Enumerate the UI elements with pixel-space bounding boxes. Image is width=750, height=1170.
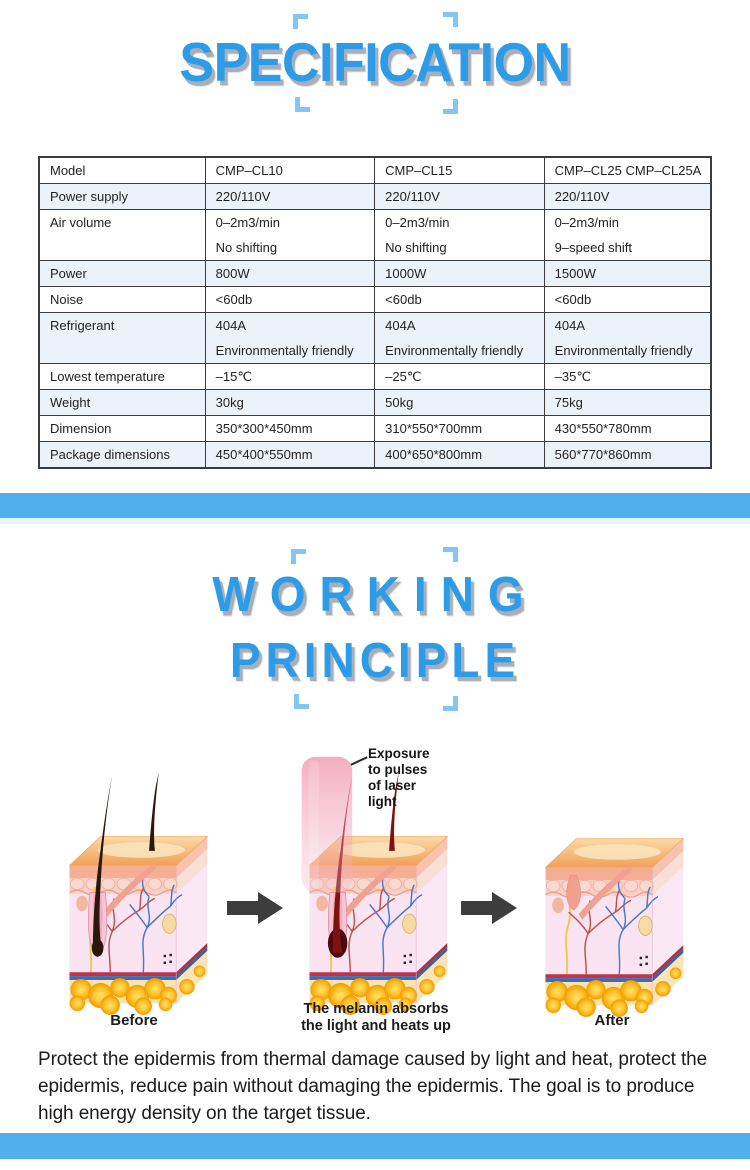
arrow-right-icon xyxy=(227,890,285,926)
value-cell: 1500W xyxy=(544,261,711,287)
footer-bar xyxy=(0,1133,750,1159)
skin-cube-illustration xyxy=(52,712,217,1018)
row-label-cell: Lowest temperature xyxy=(39,364,205,390)
value-cell: 220/110V xyxy=(544,184,711,210)
value-cell: 30kg xyxy=(205,390,375,416)
spec-table-body xyxy=(39,157,711,468)
row-label-cell: Air volume xyxy=(39,210,205,261)
table-row xyxy=(39,364,711,390)
row-label-cell: Dimension xyxy=(39,416,205,442)
spec-table xyxy=(38,156,712,469)
principle-title-line1: WORKING xyxy=(212,566,538,622)
principle-section-title xyxy=(0,561,750,692)
caption-before: Before xyxy=(110,1012,158,1029)
row-label-cell: Refrigerant xyxy=(39,313,205,364)
caption-after: After xyxy=(594,1012,630,1029)
annotation-text: Exposure xyxy=(368,746,430,761)
value-cell: 75kg xyxy=(544,390,711,416)
value-cell: CMP–CL10 xyxy=(205,157,375,184)
skin-diagram-after xyxy=(528,714,693,1020)
corner-bracket-icon xyxy=(294,694,309,709)
row-label-cell: Power xyxy=(39,261,205,287)
value-cell: 220/110V xyxy=(205,184,375,210)
caption-melanin-line1: The melanin absorbs xyxy=(303,1001,449,1017)
value-cell: 0–2m3/min 9–speed shift xyxy=(544,210,711,261)
value-cell: <60db xyxy=(544,287,711,313)
row-label-cell: Package dimensions xyxy=(39,442,205,469)
value-cell: 50kg xyxy=(375,390,545,416)
table-row xyxy=(39,184,711,210)
value-cell: –25℃ xyxy=(375,364,545,390)
annotation-text: to pulses xyxy=(368,762,428,777)
value-cell: 0–2m3/min No shifting xyxy=(375,210,545,261)
caption-melanin xyxy=(284,1001,468,1035)
value-cell: 404A Environmentally friendly xyxy=(205,313,375,364)
corner-bracket-icon xyxy=(293,14,308,29)
value-cell: 450*400*550mm xyxy=(205,442,375,469)
row-label-cell: Weight xyxy=(39,390,205,416)
divider-band-light xyxy=(0,518,750,524)
value-cell: CMP–CL25 CMP–CL25A xyxy=(544,157,711,184)
value-cell: 220/110V xyxy=(375,184,545,210)
table-row xyxy=(39,313,711,364)
skin-diagram-before xyxy=(52,712,217,1018)
row-label-cell: Power supply xyxy=(39,184,205,210)
table-row xyxy=(39,261,711,287)
principle-title-line2: PRINCIPLE xyxy=(229,632,521,688)
value-cell: –15℃ xyxy=(205,364,375,390)
value-cell: 560*770*860mm xyxy=(544,442,711,469)
value-cell: 430*550*780mm xyxy=(544,416,711,442)
table-header-row xyxy=(39,157,711,184)
spec-section-title: SPECIFICATION xyxy=(179,32,571,94)
value-cell: 0–2m3/min No shifting xyxy=(205,210,375,261)
skin-cube-illustration xyxy=(528,714,693,1020)
value-cell: CMP–CL15 xyxy=(375,157,545,184)
table-row xyxy=(39,442,711,469)
arrow-right-icon xyxy=(461,890,519,926)
laser-annotation xyxy=(368,746,458,810)
value-cell: 404A Environmentally friendly xyxy=(544,313,711,364)
table-row xyxy=(39,390,711,416)
corner-bracket-icon xyxy=(443,696,458,711)
annotation-text: light xyxy=(368,794,397,809)
value-cell: <60db xyxy=(375,287,545,313)
table-row xyxy=(39,210,711,261)
value-cell: –35℃ xyxy=(544,364,711,390)
corner-bracket-icon xyxy=(443,99,458,114)
corner-bracket-icon xyxy=(295,97,310,112)
corner-bracket-icon xyxy=(443,12,458,27)
value-cell: 310*550*700mm xyxy=(375,416,545,442)
table-row xyxy=(39,287,711,313)
annotation-text: of laser xyxy=(368,778,417,793)
row-label-cell: Model xyxy=(39,157,205,184)
corner-bracket-icon xyxy=(443,547,458,562)
table-row xyxy=(39,416,711,442)
description-paragraph: Protect the epidermis from thermal damage caused by light and heat, protect the epidermis, reduce pain without damaging the epidermis. The goal is to produce high energy density on the target tissue. xyxy=(38,1049,708,1124)
divider-band xyxy=(0,493,750,518)
caption-melanin-line2: the light and heats up xyxy=(301,1018,451,1034)
value-cell: <60db xyxy=(205,287,375,313)
value-cell: 400*650*800mm xyxy=(375,442,545,469)
value-cell: 404A Environmentally friendly xyxy=(375,313,545,364)
row-label-cell: Noise xyxy=(39,287,205,313)
value-cell: 1000W xyxy=(375,261,545,287)
value-cell: 350*300*450mm xyxy=(205,416,375,442)
value-cell: 800W xyxy=(205,261,375,287)
